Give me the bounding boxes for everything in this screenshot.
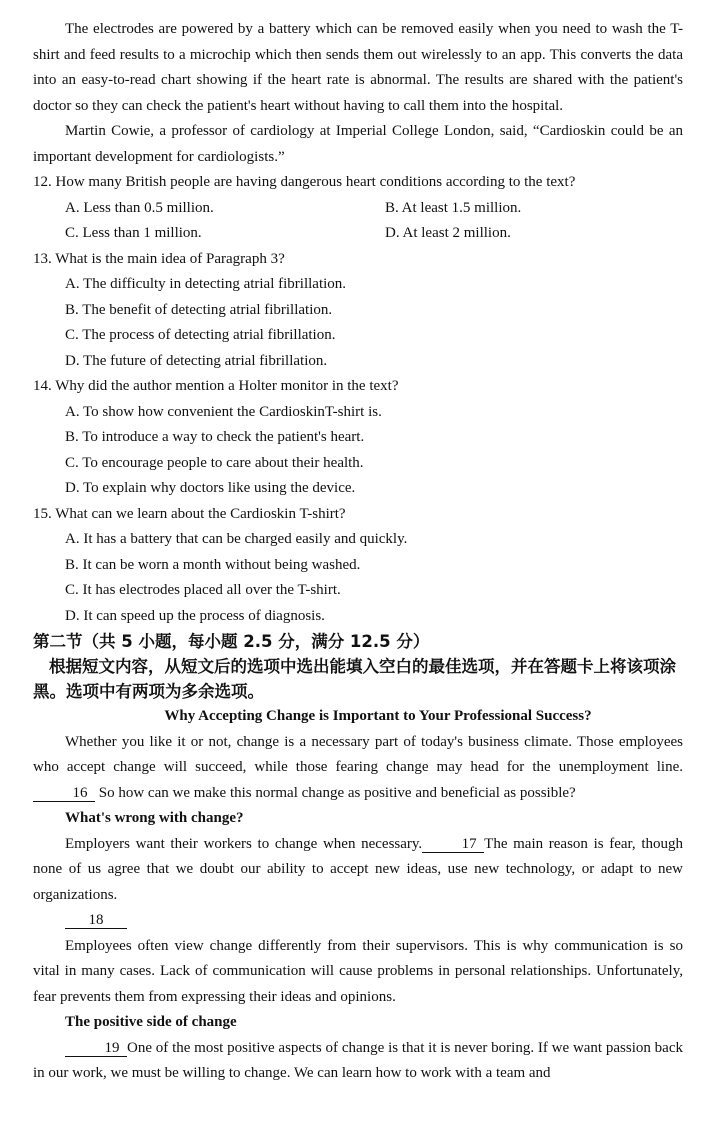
option: C. It has electrodes placed all over the T-shirt.	[65, 582, 341, 598]
question-stem: 12. How many British people are having dangerous heart conditions according to the text?	[33, 174, 576, 190]
option: A. The difficulty in detecting atrial fibrillation.	[65, 276, 347, 292]
option: A. Less than 0.5 million.	[65, 199, 214, 216]
subheading: The positive side of change	[65, 1014, 237, 1030]
paragraph-text: Whether you like it or not, change is a necessary part of today's business climate. Those employees who accept change will succeed, while those fearing change may head for the unemployment line.	[33, 733, 683, 775]
option: D. At least 2 million.	[385, 225, 511, 241]
option-row	[33, 221, 683, 247]
blank-19: 19	[65, 1040, 127, 1057]
option: C. To encourage people to care about their health.	[65, 454, 364, 471]
passage-paragraph	[33, 730, 683, 807]
option: B. To introduce a way to check the patient's heart.	[65, 429, 365, 445]
option: A. It has a battery that can be charged easily and quickly.	[65, 531, 408, 547]
option: C. Less than 1 million.	[65, 225, 202, 241]
passage-paragraph: Martin Cowie, a professor of cardiology at Imperial College London, said, “Cardioskin could be an important development for cardiologists.”	[33, 123, 683, 165]
blank-16: 16	[33, 785, 95, 802]
passage-title: Why Accepting Change is Important to Your Professional Success?	[164, 708, 592, 724]
option-row	[33, 196, 683, 222]
option: D. It can speed up the process of diagnosis.	[65, 607, 325, 624]
blank-18: 18	[65, 912, 127, 929]
passage-paragraph: Employees often view change differently from their supervisors. This is why communication is so vital in many cases. Lack of communication will cause problems in personal relationships. Unfortunately, fear prevents them from expressing their ideas and opinions.	[33, 937, 683, 1005]
option: B. It can be worn a month without being washed.	[65, 556, 361, 573]
option: D. To explain why doctors like using the device.	[65, 480, 356, 496]
subheading: What's wrong with change?	[65, 810, 244, 826]
blank-17: 17	[422, 836, 484, 853]
option: D. The future of detecting atrial fibrillation.	[65, 352, 328, 369]
paragraph-text: So how can we make this normal change as positive and beneficial as possible?	[95, 784, 576, 801]
question-stem: 13. What is the main idea of Paragraph 3?	[33, 250, 285, 267]
option: A. To show how convenient the CardioskinT-shirt is.	[65, 403, 382, 420]
question-stem: 15. What can we learn about the Cardioskin T-shirt?	[33, 505, 346, 522]
option: B. The benefit of detecting atrial fibrillation.	[65, 301, 333, 318]
passage-paragraph	[33, 1036, 683, 1087]
blank-line	[33, 908, 683, 934]
paragraph-text: One of the most positive aspects of change is that it is never boring. If we want passion back in our work, we must be willing to change. We can learn how to work with a team and	[33, 1039, 683, 1081]
section-heading: 第二节（共 5 小题，每小题 2.5 分，满分 12.5 分）	[33, 632, 430, 651]
paragraph-text: Employers want their workers to change when necessary.	[65, 835, 423, 852]
paragraph-text: The main reason is fear, though none of us agree that we doubt our ability to accept new ideas, use new technology, or adapt to new organizations.	[33, 835, 683, 903]
option: C. The process of detecting atrial fibrillation.	[65, 327, 336, 343]
passage-paragraph: The electrodes are powered by a battery which can be removed easily when you need to wash the T-shirt and feed results to a microchip which then sends them out wirelessly to an app. This converts the data into an easy-to-read chart showing if the heart rate is abnormal. The results are shared with the patient's doctor so they can check the patient's heart without having to call them into the hospital.	[33, 21, 683, 114]
question-stem: 14. Why did the author mention a Holter monitor in the text?	[33, 378, 399, 394]
passage-paragraph	[33, 832, 683, 909]
section-instruction: 根据短文内容，从短文后的选项中选出能填入空白的最佳选项，并在答题卡上将该项涂黑。选项中有两项为多余选项。	[33, 657, 676, 701]
option: B. At least 1.5 million.	[385, 199, 522, 216]
